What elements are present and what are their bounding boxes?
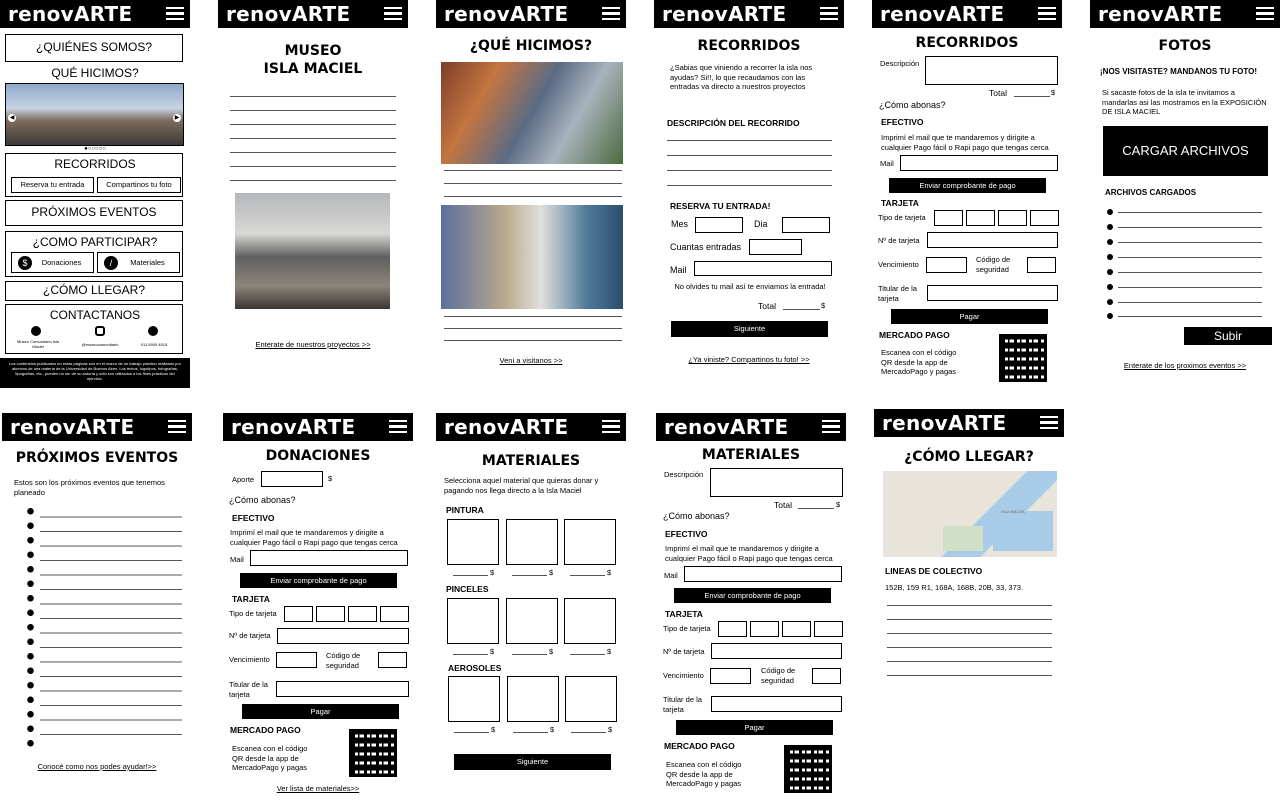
eventos-link[interactable]: Enterate de los proximos eventos >> [1123, 361, 1247, 370]
page-title: MATERIALES [481, 453, 581, 469]
tipo-option-2[interactable] [316, 606, 345, 622]
price-line [513, 732, 548, 733]
ayudar-link[interactable]: Conocé como nos podes ayudar!>> [37, 762, 157, 771]
descripcion-label: Descripción [880, 59, 920, 68]
file-bullet [1107, 284, 1113, 290]
screen-museo [218, 0, 408, 370]
pagar-button[interactable]: Pagar [242, 704, 399, 719]
enviar-button[interactable]: Enviar comprobante de pago [674, 588, 831, 603]
page-title: RECORRIDOS [915, 35, 1019, 51]
menu-icon[interactable] [1040, 416, 1058, 429]
venc-label: Vencimiento [229, 655, 270, 664]
event-bullets [27, 504, 34, 749]
file-bullet [1107, 239, 1113, 245]
tipo-option-1[interactable] [934, 210, 963, 226]
mp-text: Escanea con el código QR desde la app de MercadoPago y pagas [666, 760, 742, 788]
efectivo-heading: EFECTIVO [232, 513, 275, 523]
titular-label: Titular de la tarjeta [663, 695, 702, 714]
donaciones-label: Donaciones [41, 258, 82, 267]
tipo-option-4[interactable] [380, 606, 409, 622]
page-title: MATERIALES [701, 447, 801, 463]
efectivo-text: Imprimí el mail que te mandaremos y dirigite a cualquier Pago fácil o Rapi pago que tengas cerca [881, 133, 1049, 152]
siguiente-button[interactable]: Siguiente [671, 321, 828, 337]
price-currency: $ [607, 568, 612, 577]
text-line [444, 316, 622, 317]
phone-icon[interactable] [148, 326, 158, 336]
numero-input[interactable] [277, 628, 409, 644]
descripcion-label: Descripción [664, 470, 704, 479]
museo-label: Museo Comunitario Isla Maciel [16, 339, 60, 349]
pintura-item-2[interactable] [506, 519, 558, 565]
text-line [230, 124, 396, 125]
codigo-label: Código de seguridad [761, 666, 796, 685]
nav-como-llegar[interactable]: ¿CÓMO LLEGAR? [5, 281, 183, 301]
header [2, 413, 192, 441]
tel-label: 011 5905 4515 [140, 342, 168, 347]
nav-proximos-eventos[interactable]: PRÓXIMOS EVENTOS [5, 200, 183, 226]
nav-quienes-somos[interactable]: ¿QUIÉNES SOMOS? [5, 34, 183, 62]
header [223, 413, 413, 441]
titular-input[interactable] [276, 681, 409, 697]
text-line [230, 166, 396, 167]
desc-heading: DESCRIPCIÓN DEL RECORRIDO [667, 118, 800, 128]
menu-icon[interactable] [168, 420, 186, 433]
materiales-label: Materiales [130, 258, 165, 267]
map-label: ISLA MACIEL [1001, 509, 1026, 514]
nav-como-participar[interactable]: ¿COMO PARTICIPAR? [32, 235, 158, 249]
pinceles-item-1[interactable] [447, 598, 499, 644]
map-water [993, 511, 1053, 551]
text-line [444, 340, 622, 341]
price-line [453, 654, 488, 655]
descripcion-box[interactable] [925, 56, 1058, 85]
numero-label: Nº de tarjeta [663, 647, 705, 656]
enviar-button[interactable]: Enviar comprobante de pago [240, 573, 397, 588]
como-abonas: ¿Cómo abonas? [879, 100, 946, 110]
brand-logo: renovARTE [231, 415, 356, 439]
intro-text: ¿Sabias que viniendo a recorrer la isla nos ayudas? Si!!, lo que recaudamos con las entradas va directo a nuestros proyectos [670, 63, 813, 91]
titular-label: Titular de la tarjeta [229, 680, 268, 699]
pinceles-heading: PINCELES [446, 584, 489, 594]
tipo-label: Tipo de tarjeta [663, 624, 711, 633]
visitanos-link[interactable]: Veni a visitanos >> [499, 356, 563, 365]
price-line [453, 575, 488, 576]
proyectos-link[interactable]: Enterate de nuestros proyectos >> [255, 340, 371, 349]
carousel-prev-icon[interactable]: ◀ [9, 115, 15, 121]
pagar-button[interactable]: Pagar [891, 309, 1048, 324]
screen-recorridos-pago [872, 0, 1062, 388]
codigo-label: Código de seguridad [326, 651, 361, 670]
titular-input[interactable] [711, 696, 842, 712]
file-line [1118, 287, 1262, 288]
text-line [887, 619, 1052, 620]
header [218, 0, 408, 28]
efectivo-heading: EFECTIVO [665, 529, 708, 539]
text-line [444, 328, 622, 329]
price-line [571, 732, 606, 733]
pintura-heading: PINTURA [446, 505, 484, 515]
text-line [667, 140, 832, 141]
efectivo-text: Imprimí el mail que te mandaremos y dirigite a cualquier Pago fácil o Rapi pago que tengas cerca [230, 528, 398, 547]
map-park [943, 526, 983, 551]
menu-icon[interactable] [820, 7, 838, 20]
price-currency: $ [549, 568, 554, 577]
mp-heading: MERCADO PAGO [230, 725, 301, 735]
total-currency: $ [836, 500, 841, 509]
screen-materiales [436, 413, 626, 783]
pagar-button[interactable]: Pagar [676, 720, 833, 735]
mail-label: Mail [664, 571, 678, 580]
aerosoles-heading: AEROSOLES [448, 663, 502, 673]
dia-label: Dia [754, 219, 768, 229]
titular-input[interactable] [927, 285, 1058, 301]
file-line [1118, 227, 1262, 228]
file-bullet [1107, 254, 1113, 260]
text-line [230, 96, 396, 97]
tipo-option-4[interactable] [814, 621, 843, 637]
price-currency: $ [490, 647, 495, 656]
price-currency: $ [491, 725, 496, 734]
venc-label: Vencimiento [663, 671, 704, 680]
aporte-label: Aporte [232, 475, 255, 484]
facebook-icon[interactable] [31, 326, 41, 336]
text-line [887, 675, 1052, 676]
tipo-label: Tipo de tarjeta [878, 213, 926, 222]
bridge-photo [235, 193, 390, 309]
materiales-button[interactable] [97, 252, 180, 273]
cargados-heading: ARCHIVOS CARGADOS [1105, 188, 1197, 197]
total-line [798, 508, 834, 509]
tipo-option-3[interactable] [348, 606, 377, 622]
file-line [1118, 302, 1262, 303]
venc-input[interactable] [710, 668, 751, 684]
price-line [570, 654, 605, 655]
file-bullet [1107, 269, 1113, 275]
brand-logo: renovARTE [226, 2, 351, 26]
page-title: DONACIONES [265, 448, 371, 464]
file-line [1118, 272, 1262, 273]
codigo-input[interactable] [378, 652, 407, 668]
screen-como-llegar [874, 409, 1064, 699]
reserva-button[interactable]: Reserva tu entrada [11, 177, 94, 193]
pintura-item-3[interactable] [564, 519, 616, 565]
text-line [887, 605, 1052, 606]
total-label: Total [989, 88, 1007, 98]
numero-input[interactable] [711, 643, 842, 659]
materiales-link[interactable]: Ver lista de materiales>> [276, 784, 360, 793]
siguiente-button[interactable]: Siguiente [454, 754, 611, 770]
enviar-button[interactable]: Enviar comprobante de pago [889, 178, 1046, 193]
dia-input[interactable] [782, 217, 830, 233]
pinceles-item-3[interactable] [564, 598, 616, 644]
brand-logo: renovARTE [662, 2, 787, 26]
tipo-label: Tipo de tarjeta [229, 609, 277, 618]
total-line [1014, 96, 1050, 97]
text-line [667, 170, 832, 171]
page-title: RECORRIDOS [697, 38, 801, 54]
mail-label: Mail [230, 555, 244, 564]
codigo-label: Código de seguridad [976, 255, 1011, 274]
brand-logo: renovARTE [880, 2, 1005, 26]
brand-logo: renovARTE [664, 415, 789, 439]
price-currency: $ [608, 725, 613, 734]
cuantas-input[interactable] [749, 239, 802, 255]
materiales-text: Selecciona aquel material que quieras donar y pagando nos llega directo a la Isla Maciel [444, 476, 599, 495]
nav-que-hicimos[interactable]: QUÉ HICIMOS? [51, 66, 139, 80]
screen-fotos [1090, 0, 1280, 388]
mp-heading: MERCADO PAGO [879, 330, 950, 340]
lineas-text: 152B, 159 R1, 168A, 168B, 20B, 33, 373. [885, 583, 1024, 592]
text-line [444, 196, 622, 197]
brand-logo: renovARTE [444, 2, 569, 26]
header [1090, 0, 1280, 28]
compartinos-link[interactable]: ¿Ya viniste? Compartinos tu foto! >> [688, 355, 810, 364]
lineas-heading: LINEAS DE COLECTIVO [885, 566, 983, 576]
aerosoles-item-1[interactable] [448, 676, 500, 722]
donaciones-button[interactable] [11, 252, 94, 273]
eventos-text: Estos son los próximos eventos que tenemos planeado [14, 478, 165, 497]
tarjeta-heading: TARJETA [665, 609, 703, 619]
screen-materiales-pago [656, 413, 846, 801]
mail-input[interactable] [694, 261, 832, 276]
price-currency: $ [549, 647, 554, 656]
instagram-icon[interactable] [95, 326, 105, 336]
numero-input[interactable] [927, 232, 1058, 248]
compartinos-button[interactable]: Compartinos tu foto [97, 177, 181, 193]
text-line [230, 110, 396, 111]
file-line [1118, 212, 1262, 213]
text-line [230, 180, 396, 181]
file-bullet [1107, 209, 1113, 215]
page-title: ¿QUÉ HICIMOS? [469, 38, 593, 54]
mp-text: Escanea con el código QR desde la app de MercadoPago y pagas [232, 744, 308, 772]
screen-recorridos [654, 0, 844, 370]
file-line [1118, 257, 1262, 258]
mail-input[interactable] [900, 155, 1058, 171]
file-bullet [1107, 299, 1113, 305]
price-currency: $ [550, 725, 555, 734]
brand-logo: renovARTE [1098, 2, 1223, 26]
descripcion-box[interactable] [710, 468, 843, 497]
header [656, 413, 846, 441]
price-line [512, 575, 547, 576]
mail-input[interactable] [250, 550, 408, 566]
tipo-option-2[interactable] [750, 621, 779, 637]
guide-photo [441, 205, 623, 309]
header [654, 0, 844, 28]
file-line [1118, 316, 1262, 317]
price-currency: $ [490, 568, 495, 577]
tipo-option-3[interactable] [998, 210, 1027, 226]
menu-icon[interactable] [1256, 7, 1274, 20]
carousel-dots[interactable]: ●○○○○○ [84, 146, 106, 152]
codigo-input[interactable] [812, 668, 841, 684]
page-title: FOTOS [1158, 38, 1212, 54]
page-title: PRÓXIMOS EVENTOS [15, 450, 179, 466]
fotos-text: Si sacaste fotos de la isla te invitamos a mandarlas asi las mostramos en la EXPOSICIÓN DE ISLA MACIEL [1102, 88, 1267, 116]
screen-proximos-eventos [2, 413, 192, 801]
cargar-button[interactable]: CARGAR ARCHIVOS [1103, 126, 1268, 176]
total-label: Total [758, 301, 776, 311]
brush-icon: / [104, 256, 118, 270]
carousel-next-icon[interactable]: ▶ [174, 115, 180, 121]
text-line [230, 138, 396, 139]
venc-label: Vencimiento [878, 260, 919, 269]
brand-logo: renovARTE [8, 2, 133, 26]
menu-icon[interactable] [389, 420, 407, 433]
ig-label: @museocomunitario [81, 342, 119, 347]
mail-label: Mail [880, 159, 894, 168]
contactanos-title: CONTACTANOS [49, 308, 141, 322]
total-line [783, 309, 820, 310]
text-line [887, 647, 1052, 648]
brand-logo: renovARTE [882, 411, 1007, 435]
header [436, 413, 626, 441]
tipo-option-1[interactable] [718, 621, 747, 637]
screen-donaciones [223, 413, 413, 801]
visitaste-heading: ¡NOS VISITASTE? MANDANOS TU FOTO! [1100, 67, 1258, 76]
menu-icon[interactable] [166, 7, 184, 20]
file-line [1118, 242, 1262, 243]
cuantas-label: Cuantas entradas [670, 242, 742, 252]
aporte-input[interactable] [261, 471, 323, 487]
mp-text: Escanea con el código QR desde la app de MercadoPago y pagas [881, 348, 957, 376]
mail-label: Mail [670, 265, 687, 275]
pinceles-item-2[interactable] [506, 598, 558, 644]
menu-icon[interactable] [1038, 7, 1056, 20]
header [0, 0, 190, 28]
text-line [887, 661, 1052, 662]
menu-icon[interactable] [602, 420, 620, 433]
mp-heading: MERCADO PAGO [664, 741, 735, 751]
tipo-option-1[interactable] [284, 606, 313, 622]
page-title: ¿CÓMO LLEGAR? [904, 449, 1034, 465]
mes-input[interactable] [695, 217, 743, 233]
reserva-heading: RESERVA TU ENTRADA! [670, 201, 771, 211]
map[interactable] [883, 471, 1057, 557]
page-title: MUSEO ISLA MACIEL [263, 43, 363, 77]
total-currency: $ [1051, 88, 1056, 97]
header [874, 409, 1064, 437]
footer-text: Los contenidos publicados en estas páginas son en el marco de un trabajo práctico realizado por alumnos de una materia de la Universidad de Buenos Aires. Los textos, logotipos, fotografías, tipografías, etc., pueden no ser de su autoría y sólo son utilizados a los fines prácticos del ejercicio. [9, 361, 181, 381]
aporte-currency: $ [328, 474, 333, 483]
text-line [667, 185, 832, 186]
nav-recorridos[interactable]: RECORRIDOS [54, 157, 136, 171]
menu-icon[interactable] [822, 420, 840, 433]
header [872, 0, 1062, 28]
text-line [887, 633, 1052, 634]
price-line [512, 654, 547, 655]
brand-logo: renovARTE [10, 415, 135, 439]
dollar-icon: $ [18, 256, 32, 270]
tarjeta-heading: TARJETA [881, 198, 919, 208]
numero-label: Nº de tarjeta [878, 236, 920, 245]
mes-label: Mes [671, 219, 689, 229]
venc-input[interactable] [276, 652, 317, 668]
venc-input[interactable] [926, 257, 967, 273]
qr-code-icon [349, 729, 397, 777]
subir-button[interactable]: Subir [1184, 327, 1272, 345]
numero-label: Nº de tarjeta [229, 631, 271, 640]
brand-logo: renovARTE [444, 415, 569, 439]
menu-icon[interactable] [384, 7, 402, 20]
text-line [444, 183, 622, 184]
qr-code-icon [784, 745, 832, 793]
tarjeta-heading: TARJETA [232, 594, 270, 604]
efectivo-heading: EFECTIVO [881, 117, 924, 127]
total-currency: $ [821, 301, 826, 310]
price-currency: $ [607, 647, 612, 656]
total-label: Total [774, 500, 792, 510]
mail-input[interactable] [684, 566, 842, 582]
aerosoles-item-2[interactable] [507, 676, 559, 722]
qr-code-icon [999, 334, 1047, 382]
pintura-item-1[interactable] [447, 519, 499, 565]
header [436, 0, 626, 28]
aerosoles-item-3[interactable] [565, 676, 617, 722]
mural-photo [441, 62, 623, 164]
file-bullet [1107, 313, 1113, 319]
tipo-option-3[interactable] [782, 621, 811, 637]
titular-label: Titular de la tarjeta [878, 284, 917, 303]
carousel-photo [5, 83, 184, 146]
tipo-option-4[interactable] [1030, 210, 1059, 226]
note-text: No olvides tu mail así te enviamos la entrada! [674, 282, 826, 291]
menu-icon[interactable] [602, 7, 620, 20]
text-line [230, 152, 396, 153]
como-abonas: ¿Cómo abonas? [663, 511, 730, 521]
screen-home [0, 0, 190, 388]
text-line [444, 170, 622, 171]
text-line [667, 155, 832, 156]
tipo-option-2[interactable] [966, 210, 995, 226]
price-line [454, 732, 489, 733]
codigo-input[interactable] [1027, 257, 1056, 273]
price-line [570, 575, 605, 576]
file-bullet [1107, 224, 1113, 230]
efectivo-text: Imprimí el mail que te mandaremos y dirigite a cualquier Pago fácil o Rapi pago que tengas cerca [665, 544, 833, 563]
screen-que-hicimos [436, 0, 626, 370]
como-abonas: ¿Cómo abonas? [229, 495, 296, 505]
